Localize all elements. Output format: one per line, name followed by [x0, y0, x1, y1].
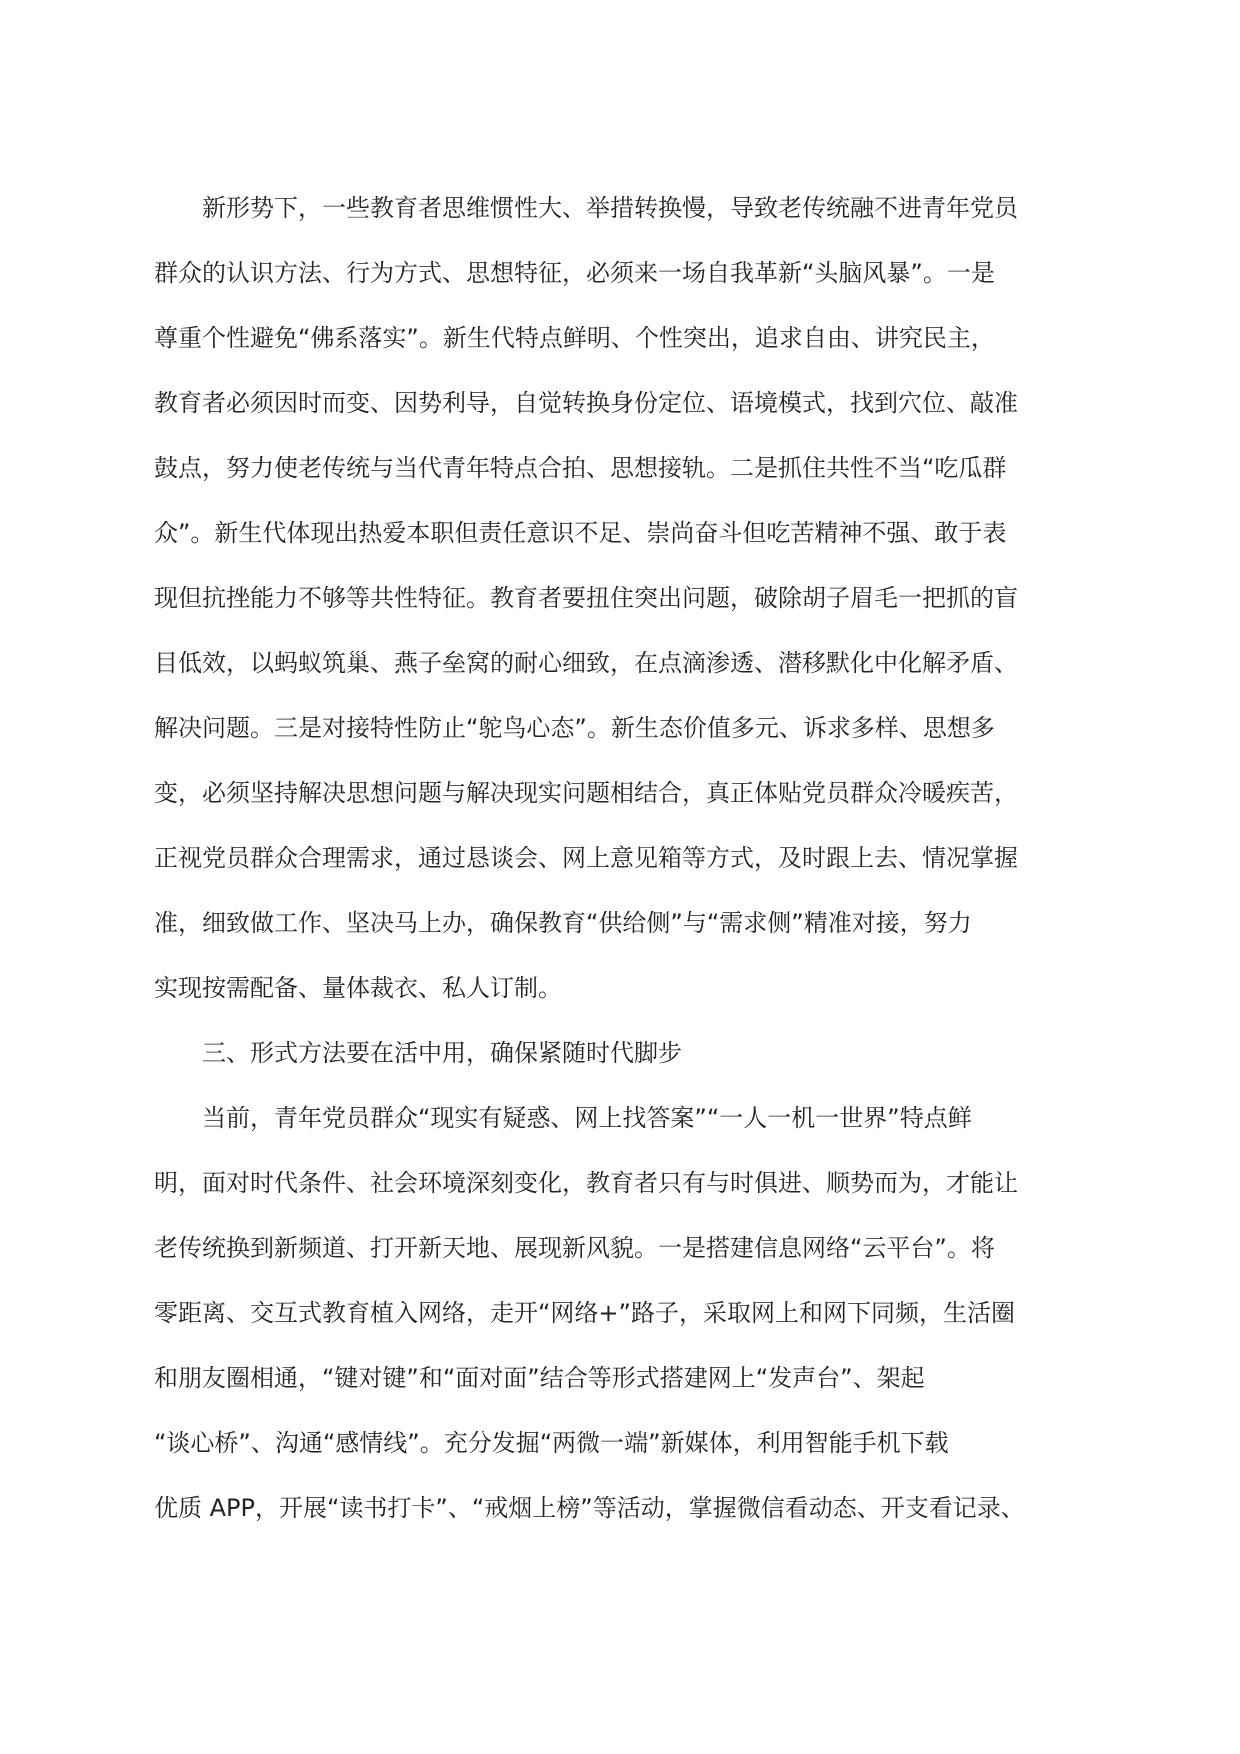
document-body: [154, 176, 1094, 1541]
paragraph-2: 当前，青年党员群众“现实有疑惑、网上找答案”“一人一机一世界”特点鲜 明，面对时代条件、社会环境深刻变化，教育者只有与时俱进、顺势而为，才能让 老传统换到新频道、打开新天地、展现新风貌。一是搭建信息网络“云平台”。将 零距离、交互式教育植入网络，走开“网络+”路子，采取网上和网下同频，生活圈 和朋友圈相通，“键对键”和“面对面”结合等形式搭建网上“发声台”、架起 “谈心桥”、沟通“感情线”。充分发掘“两微一端”新媒体，利用智能手机下载 优质 APP，开展“读书打卡”、“戒烟上榜”等活动，掌握微信看动态、开支看记录、: [154, 1104, 1025, 1522]
paragraph-1: 新形势下，一些教育者思维惯性大、举措转换慢，导致老传统融不进青年党员 群众的认识方法、行为方式、思想特征，必须来一场自我革新“头脑风暴”。一是 尊重个性避免“佛系落实”。新生代特点鲜明、个性突出，追求自由、讲究民主， 教育者必须因时而变、因势利导，自觉转换身份定位、语境模式，找到穴位、敲准 鼓点，努力使老传统与当代青年特点合拍、思想接轨。二是抓住共性不当“吃瓜群 众”。新生代体现出热爱本职但责任意识不足、崇尚奋斗但吃苦精神不强、敢于表 现但抗挫能力不够等共性特征。教育者要扭住突出问题，破除胡子眉毛一把抓的盲 目低效，以蚂蚁筑巢、燕子垒窝的耐心细致，在点滴渗透、潜移默化中化解矛盾、 解决问题。三是对接特性防止“鸵鸟心态”。新生态价值多元、诉求多样、思想多 变，必须坚持解决思想问题与解决现实问题相结合，真正体贴党员群众冷暖疾苦， 正视党员群众合理需求，通过恳谈会、网上意见箱等方式，及时跟上去、情况掌握 准，细致做工作、坚决马上办，确保教育“供给侧”与“需求侧”精准对接，努力 实现按需配备、量体裁衣、私人订制。: [154, 194, 1018, 1002]
section-heading-3: 三、形式方法要在活中用，确保紧随时代脚步: [202, 1039, 682, 1067]
